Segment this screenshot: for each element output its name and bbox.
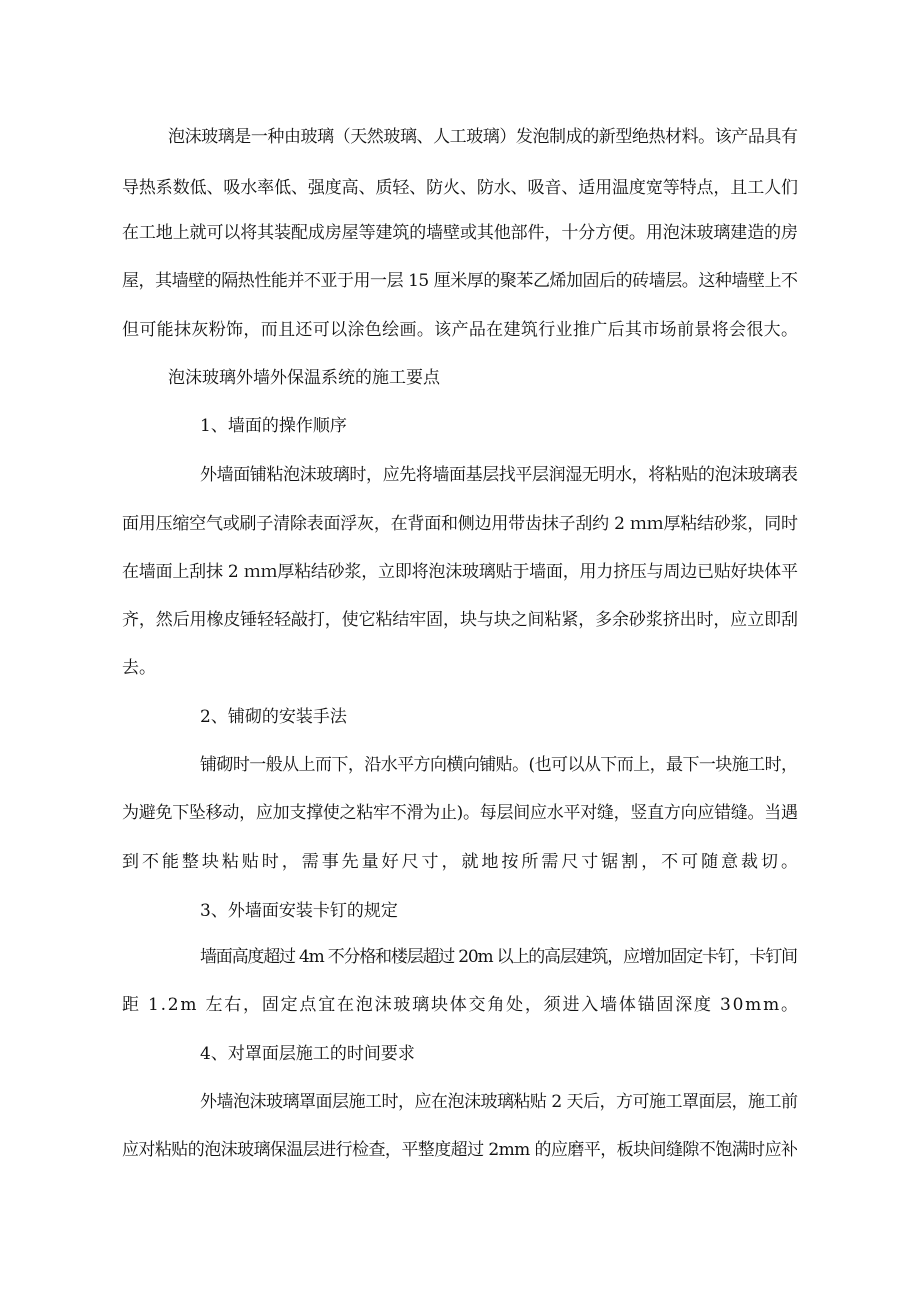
body-4-line-1: 外墙泡沫玻璃罩面层施工时，应在泡沫玻璃粘贴 2 天后，方可施工罩面层，施工前 (200, 1092, 798, 1112)
heading-4: 4、对罩面层施工的时间要求 (200, 1044, 415, 1064)
intro-line-1: 泡沫玻璃是一种由玻璃（天然玻璃、人工玻璃）发泡制成的新型绝热材料。该产品具有 (168, 127, 798, 147)
body-3-line-2: 距 1.2m 左右，固定点宜在泡沫玻璃块体交角处，须进入墙体锚固深度 30mm。 (122, 995, 800, 1015)
heading-3: 3、外墙面安装卡钉的规定 (200, 901, 398, 921)
intro-line-2: 导热系数低、吸水率低、强度高、质轻、防火、防水、吸音、适用温度宽等特点，且工人们 (122, 178, 798, 198)
body-2-line-3: 到不能整块粘贴时，需事先量好尺寸，就地按所需尺寸锯割，不可随意裁切。 (122, 852, 801, 872)
body-2-line-2: 为避免下坠移动，应加支撑使之粘牢不滑为止)。每层间应水平对缝，竖直方向应错缝。当遇 (122, 803, 798, 823)
body-1-line-4: 齐，然后用橡皮锤轻轻敲打，使它粘结牢固，块与块之间粘紧，多余砂浆挤出时，应立即刮 (122, 610, 798, 630)
intro-line-4: 屋，其墙壁的隔热性能并不亚于用一层 15 厘米厚的聚苯乙烯加固后的砖墙层。这种墙壁上不 (122, 271, 798, 291)
body-1-line-3: 在墙面上刮抹 2 ｍｍ厚粘结砂浆，立即将泡沫玻璃贴于墙面，用力挤压与周边已贴好块体平 (122, 562, 798, 582)
heading-2: 2、铺砌的安装手法 (200, 707, 347, 727)
body-4-line-2: 应对粘贴的泡沫玻璃保温层进行检查，平整度超过 2mm 的应磨平，板块间缝隙不饱满时应补 (122, 1140, 798, 1160)
body-1-line-2: 面用压缩空气或刷子清除表面浮灰，在背面和侧边用带齿抹子刮约 2 ｍｍ厚粘结砂浆，同时 (122, 514, 798, 534)
body-1-line-5: 去。 (122, 658, 156, 678)
body-3-line-1: 墙面高度超过 4m 不分格和楼层超过 20m 以上的高层建筑，应增加固定卡钉，卡钉间 (200, 947, 797, 967)
section-title: 泡沫玻璃外墙外保温系统的施工要点 (168, 368, 440, 388)
heading-1: 1、墙面的操作顺序 (200, 416, 347, 436)
body-1-line-1: 外墙面铺粘泡沫玻璃时，应先将墙面基层找平层润湿无明水，将粘贴的泡沫玻璃表 (200, 465, 798, 485)
body-2-line-1: 铺砌时一般从上而下，沿水平方向横向铺贴。(也可以从下而上，最下一块施工时， (200, 755, 798, 775)
intro-line-3: 在工地上就可以将其装配成房屋等建筑的墙壁或其他部件，十分方便。用泡沫玻璃建造的房 (122, 223, 798, 243)
intro-line-5: 但可能抹灰粉饰，而且还可以涂色绘画。该产品在建筑行业推广后其市场前景将会很大。 (122, 320, 799, 340)
